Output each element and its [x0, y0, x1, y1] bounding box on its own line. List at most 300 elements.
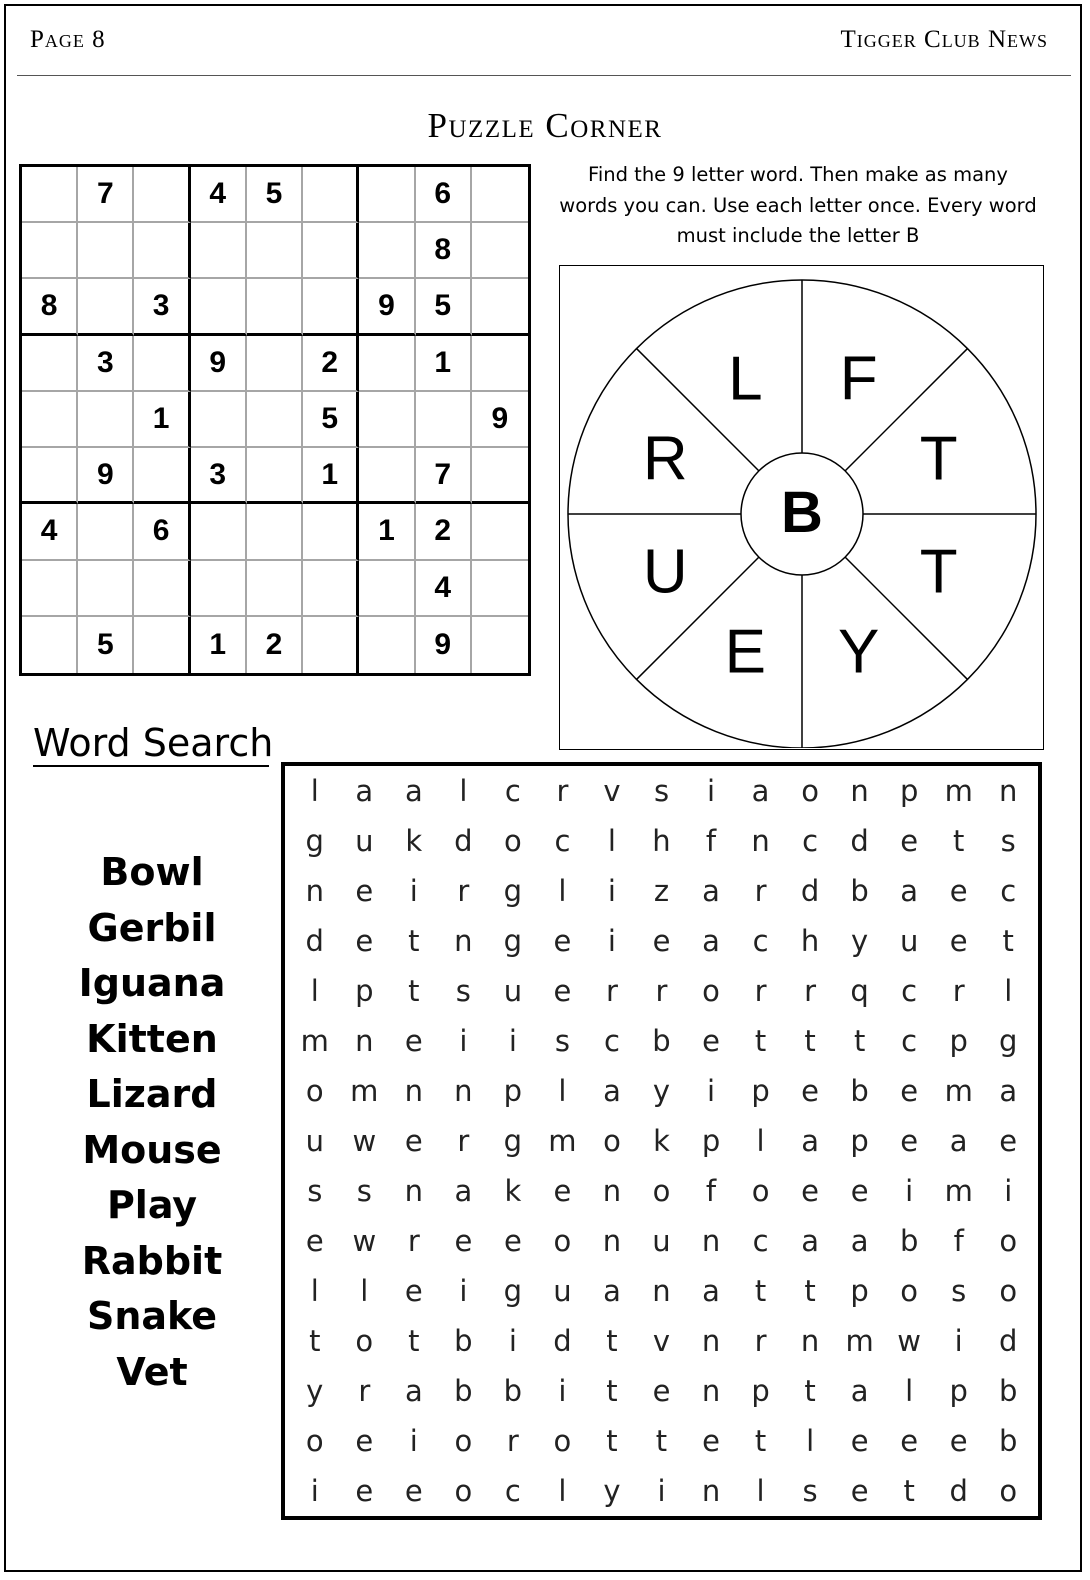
word-search-letter: y — [306, 1374, 324, 1408]
word-search-letter: m — [548, 1124, 577, 1158]
sudoku-cell — [247, 223, 303, 279]
sudoku-cell — [303, 223, 359, 279]
sudoku-cell — [472, 448, 528, 504]
word-search-letter: r — [407, 1224, 420, 1258]
newsletter-title: Tigger Club News — [840, 26, 1048, 53]
word-search-letter: b — [454, 1324, 473, 1358]
word-search-letter: t — [953, 824, 965, 858]
word-search-letter: e — [900, 1424, 919, 1458]
word-search-title: Word Search — [33, 721, 274, 765]
word-search-letter: i — [657, 1474, 666, 1508]
word-search-letter: s — [455, 974, 471, 1008]
word-search-letter: r — [754, 874, 767, 908]
word-search-letter: e — [949, 874, 968, 908]
word-search-letter: f — [705, 1174, 717, 1208]
word-search-letter: s — [951, 1274, 967, 1308]
sudoku-cell — [303, 617, 359, 673]
word-search-letter: e — [355, 1474, 374, 1508]
word-search-letter: e — [999, 1124, 1018, 1158]
word-search-letter: e — [801, 1074, 820, 1108]
page-number: Page 8 — [30, 26, 106, 53]
word-search-letter: a — [850, 1374, 869, 1408]
word-list-item: Snake — [86, 1294, 218, 1338]
word-search-letter: d — [454, 824, 473, 858]
sudoku-cell: 6 — [134, 504, 190, 560]
word-search-letter: i — [508, 1024, 517, 1058]
word-search-letter: p — [899, 774, 919, 808]
word-search-letter: e — [355, 1424, 374, 1458]
word-list-item: Lizard — [86, 1072, 218, 1116]
word-search-letter: a — [702, 874, 720, 908]
wheel-center-letter: B — [781, 480, 823, 545]
word-list-item: Bowl — [100, 850, 204, 894]
word-search-letter: c — [1000, 874, 1017, 908]
word-search-letter: e — [553, 974, 572, 1008]
word-search-letter: u — [899, 924, 919, 958]
wheel-letter: U — [642, 537, 688, 607]
word-search-letter: e — [503, 1224, 522, 1258]
word-search-letter: a — [454, 1174, 473, 1208]
word-search-letter: u — [503, 974, 523, 1008]
word-search-letter: t — [606, 1374, 618, 1408]
word-search-letter: g — [503, 1124, 523, 1158]
word-search-letter: l — [360, 1274, 369, 1308]
word-search-letter: o — [999, 1474, 1018, 1508]
word-search-letter: o — [801, 774, 819, 808]
word-search-letter: b — [652, 1024, 671, 1058]
sudoku-cell — [359, 561, 415, 617]
sudoku-cell — [22, 392, 78, 448]
word-search-letter: a — [801, 1224, 819, 1258]
word-search-letter: o — [553, 1224, 572, 1258]
word-search-title-underline — [33, 765, 269, 767]
word-search-letter: n — [602, 1174, 622, 1208]
sudoku-cell: 5 — [247, 167, 303, 223]
word-search-letter: g — [503, 874, 523, 908]
word-search-letter: b — [899, 1224, 919, 1258]
word-search-letter: t — [754, 1024, 767, 1058]
word-search-letter: g — [305, 824, 324, 858]
word-search-letter: e — [404, 1474, 423, 1508]
sudoku-cell — [303, 279, 359, 335]
sudoku-cell — [78, 504, 134, 560]
sudoku-cell — [303, 504, 359, 560]
word-search-letter: y — [603, 1474, 621, 1508]
header-divider — [17, 75, 1071, 76]
word-search-letter: e — [305, 1224, 324, 1258]
sudoku-cell: 3 — [78, 336, 134, 392]
word-search-letter: f — [705, 824, 717, 858]
sudoku-cell: 8 — [416, 223, 472, 279]
word-search-letter: k — [405, 824, 423, 858]
word-search-letter: e — [404, 1274, 423, 1308]
sudoku-cell — [472, 167, 528, 223]
word-search-letter: o — [305, 1074, 324, 1108]
word-search-letter: b — [850, 1074, 869, 1108]
sudoku-cell — [22, 561, 78, 617]
word-search-letter: b — [454, 1374, 473, 1408]
sudoku-cell: 9 — [191, 336, 247, 392]
word-search-letter: c — [504, 1474, 521, 1508]
word-search-letter: t — [606, 1424, 618, 1458]
word-search-letter: a — [999, 1074, 1018, 1108]
word-search-letter: e — [652, 924, 671, 958]
word-search-letter: t — [606, 1324, 618, 1358]
sudoku-cell — [247, 392, 303, 448]
instruction-line: words you can. Use each letter once. Every word — [559, 193, 1037, 217]
word-search-letter: n — [701, 1324, 721, 1358]
word-search-letter: t — [804, 1024, 816, 1058]
word-search-letter: e — [949, 924, 968, 958]
word-list-item: Gerbil — [87, 905, 217, 950]
word-search-letter: l — [806, 1424, 815, 1458]
word-search-letter: e — [801, 1174, 820, 1208]
sudoku-cell: 9 — [359, 279, 415, 335]
word-search-letter: a — [702, 1274, 720, 1308]
word-search-letter: v — [652, 1324, 671, 1358]
word-search-letter: t — [903, 1474, 915, 1508]
word-search-letter: l — [1004, 974, 1013, 1008]
wheel-letter: L — [728, 344, 763, 414]
sudoku-cell — [134, 167, 190, 223]
sudoku-cell — [191, 279, 247, 335]
word-search-letter: e — [900, 1124, 919, 1158]
word-search-letter: n — [701, 1224, 721, 1258]
word-search-letter: o — [305, 1424, 324, 1458]
sudoku-cell: 6 — [416, 167, 472, 223]
word-search-letter: b — [850, 874, 869, 908]
word-search-letter: m — [944, 1074, 973, 1108]
word-list-item: Kitten — [86, 1016, 218, 1061]
word-search-letter: p — [850, 1274, 869, 1308]
word-search-letter: e — [404, 1024, 423, 1058]
word-search-letter: c — [752, 924, 769, 958]
word-search-letter: i — [707, 774, 716, 808]
sudoku-cell — [191, 392, 247, 448]
word-search-letter: n — [305, 874, 324, 908]
word-search-letter: s — [554, 1024, 570, 1058]
sudoku-grid — [19, 164, 531, 676]
word-search-letter: d — [305, 924, 324, 958]
word-search-letter: o — [355, 1324, 374, 1358]
word-search-letter: i — [954, 1324, 963, 1358]
sudoku-cell: 4 — [191, 167, 247, 223]
sudoku-cell — [78, 279, 134, 335]
word-search-letter: f — [953, 1224, 964, 1258]
word-search-letter: p — [850, 1124, 869, 1158]
sudoku-cell — [191, 504, 247, 560]
sudoku-cell: 9 — [78, 448, 134, 504]
word-list-item: Mouse — [82, 1127, 222, 1172]
wheel-letter: E — [724, 617, 767, 687]
sudoku-cell: 2 — [247, 617, 303, 673]
word-search-letter: l — [607, 824, 616, 858]
word-search-letter: l — [756, 1124, 765, 1158]
word-search-letter: o — [652, 1174, 671, 1208]
word-search-letter: m — [944, 1174, 973, 1208]
sudoku-cell: 4 — [416, 561, 472, 617]
word-search-letter: p — [701, 1124, 721, 1158]
sudoku-cell: 1 — [303, 448, 359, 504]
word-search-letter: n — [999, 774, 1018, 808]
word-search-letter: u — [355, 824, 374, 858]
word-search-letter: o — [454, 1424, 473, 1458]
word-search-letter: r — [754, 1324, 767, 1358]
word-search-letter: p — [503, 1074, 523, 1108]
sudoku-cell: 7 — [78, 167, 134, 223]
word-search-letter: o — [999, 1224, 1018, 1258]
sudoku-cell — [247, 561, 303, 617]
sudoku-cell — [359, 336, 415, 392]
word-search-letter: t — [853, 1024, 866, 1058]
word-search-letter: i — [508, 1324, 517, 1358]
word-search-letter: b — [503, 1374, 523, 1408]
sudoku-cell — [22, 167, 78, 223]
word-search-letter: p — [751, 1074, 770, 1108]
sudoku-cell — [22, 448, 78, 504]
word-search-letter: n — [800, 1324, 820, 1358]
word-search-letter: e — [850, 1424, 869, 1458]
word-search-letter: a — [355, 774, 374, 808]
word-search-letter: e — [355, 924, 374, 958]
sudoku-cell — [191, 223, 247, 279]
word-search-letter: a — [603, 1074, 621, 1108]
wheel-letter: T — [919, 424, 958, 494]
word-list-item: Vet — [116, 1349, 188, 1394]
word-search-letter: l — [558, 874, 567, 908]
word-search-letter: d — [850, 824, 869, 858]
word-search-letter: r — [358, 1374, 371, 1408]
sudoku-cell — [359, 617, 415, 673]
word-search-letter: y — [652, 1074, 671, 1108]
wheel-letter: R — [642, 424, 688, 494]
word-search-letter: e — [850, 1474, 869, 1508]
word-search-letter: i — [1004, 1174, 1013, 1208]
sudoku-cell: 1 — [416, 336, 472, 392]
word-search-letter: o — [504, 824, 522, 858]
sudoku-cell: 9 — [472, 392, 528, 448]
word-search-letter: h — [652, 824, 671, 858]
sudoku-cell — [134, 448, 190, 504]
sudoku-cell: 7 — [416, 448, 472, 504]
sudoku-cell: 9 — [416, 617, 472, 673]
word-search-letter: r — [804, 974, 817, 1008]
word-search-letter: a — [603, 1274, 621, 1308]
sudoku-cell: 5 — [416, 279, 472, 335]
word-search-letter: n — [355, 1024, 374, 1058]
word-search-letter: n — [454, 1074, 473, 1108]
word-search-letter: k — [504, 1174, 522, 1208]
sudoku-cell — [359, 167, 415, 223]
word-search-letter: i — [905, 1174, 914, 1208]
word-search-letter: s — [307, 1174, 323, 1208]
word-search-letter: e — [702, 1424, 720, 1458]
word-search-letter: q — [850, 974, 869, 1008]
word-search-letter: p — [949, 1374, 968, 1408]
word-search-letter: g — [503, 1274, 523, 1308]
wheel-letter: T — [919, 537, 958, 607]
word-search-letter: o — [553, 1424, 572, 1458]
wheel-letter: Y — [837, 617, 880, 687]
sudoku-cell — [303, 561, 359, 617]
word-search-letter: o — [702, 974, 720, 1008]
word-search-letter: i — [459, 1274, 468, 1308]
word-search-letter: t — [804, 1274, 816, 1308]
sudoku-cell — [134, 617, 190, 673]
word-search-letter: n — [751, 824, 770, 858]
word-search-letter: s — [653, 774, 670, 808]
word-wheel-instructions — [548, 160, 1048, 252]
word-search-letter: r — [952, 974, 965, 1008]
word-search-letter: r — [655, 974, 668, 1008]
sudoku-cell — [303, 167, 359, 223]
word-search-letter: a — [850, 1224, 869, 1258]
word-search-letter: l — [310, 974, 319, 1008]
word-search-letter: b — [999, 1374, 1018, 1408]
word-search-letter: t — [655, 1424, 668, 1458]
word-search-letter: l — [310, 774, 319, 808]
word-search-letter: i — [459, 1024, 468, 1058]
sudoku-cell: 2 — [416, 504, 472, 560]
sudoku-cell — [416, 392, 472, 448]
word-search-letter: a — [751, 774, 770, 808]
word-search-letter: t — [309, 1324, 321, 1358]
sudoku-cell — [472, 561, 528, 617]
word-search-letter: c — [554, 824, 571, 858]
word-search-letter: m — [350, 1074, 379, 1108]
word-search-letter: b — [999, 1424, 1018, 1458]
word-search-letter: u — [652, 1224, 671, 1258]
sudoku-cell: 1 — [134, 392, 190, 448]
instruction-line: Find the 9 letter word. Then make as many — [588, 163, 1008, 186]
sudoku-cell — [134, 223, 190, 279]
word-search-letter: n — [602, 1224, 622, 1258]
sudoku-cell — [472, 223, 528, 279]
word-search-letter: p — [751, 1374, 770, 1408]
word-search-letter: u — [553, 1274, 572, 1308]
word-search-letter: r — [457, 1124, 470, 1158]
word-search-letter: n — [850, 774, 869, 808]
word-search-letter: i — [707, 1074, 716, 1108]
word-search-letter: r — [556, 774, 569, 808]
word-search-letter: c — [752, 1224, 769, 1258]
word-search-letter: i — [558, 1374, 567, 1408]
sudoku-cell — [472, 336, 528, 392]
sudoku-cell — [22, 223, 78, 279]
word-search-letter: m — [845, 1324, 874, 1358]
word-search-letter: p — [949, 1024, 968, 1058]
word-search-letter: i — [409, 1424, 418, 1458]
word-search-letter: e — [702, 1024, 720, 1058]
section-title: Puzzle Corner — [427, 106, 663, 145]
word-search-letter: t — [408, 1324, 420, 1358]
word-search-letter: l — [310, 1274, 319, 1308]
word-search-letter: e — [850, 1174, 869, 1208]
word-search-letter: m — [300, 1024, 329, 1058]
word-search-letter: l — [558, 1474, 567, 1508]
word-search-letter: w — [352, 1124, 377, 1158]
word-search-letter: p — [355, 974, 374, 1008]
word-search-letter: g — [503, 924, 523, 958]
word-search-letter: r — [506, 1424, 519, 1458]
sudoku-cell — [134, 561, 190, 617]
word-search-letter: s — [356, 1174, 372, 1208]
word-search-letter: t — [1002, 924, 1014, 958]
word-search-letter: y — [851, 924, 869, 958]
sudoku-cell: 1 — [191, 617, 247, 673]
word-search-letter: n — [404, 1074, 424, 1108]
word-search-letter: h — [800, 924, 820, 958]
word-search-letter: z — [653, 874, 670, 908]
word-search-letter: c — [603, 1024, 620, 1058]
word-search-letter: e — [404, 1124, 423, 1158]
word-search-letter: e — [553, 924, 572, 958]
word-search-letter: e — [553, 1174, 572, 1208]
word-search-letter: l — [459, 774, 468, 808]
sudoku-cell — [247, 448, 303, 504]
sudoku-cell — [247, 504, 303, 560]
sudoku-cell — [247, 279, 303, 335]
word-search-letter: l — [756, 1474, 765, 1508]
sudoku-cell: 4 — [22, 504, 78, 560]
sudoku-cell — [247, 336, 303, 392]
word-search-letter: d — [999, 1324, 1018, 1358]
word-search-letter: o — [751, 1174, 770, 1208]
sudoku-cell: 8 — [22, 279, 78, 335]
word-search-letter: t — [408, 924, 420, 958]
word-search-letter: e — [900, 1074, 919, 1108]
word-wheel-box — [559, 265, 1044, 750]
word-search-letter: o — [900, 1274, 919, 1308]
word-search-letter: c — [504, 774, 521, 808]
word-search-letter: e — [900, 824, 919, 858]
word-search-letter: o — [603, 1124, 621, 1158]
word-search-letter: d — [949, 1474, 968, 1508]
sudoku-cell: 3 — [191, 448, 247, 504]
word-search-letter: u — [305, 1124, 324, 1158]
word-list — [32, 848, 272, 1403]
word-search-letter: k — [653, 1124, 670, 1158]
sudoku-cell — [359, 448, 415, 504]
sudoku-cell — [191, 561, 247, 617]
word-search-letter: t — [408, 974, 420, 1008]
word-search-grid — [281, 762, 1042, 1520]
sudoku-cell: 2 — [303, 336, 359, 392]
word-search-letter: w — [352, 1224, 377, 1258]
wheel-letter: F — [839, 344, 878, 414]
word-search-letter: r — [457, 874, 470, 908]
word-search-letter: a — [949, 1124, 968, 1158]
word-search-letter: i — [310, 1474, 319, 1508]
word-search-letter: n — [701, 1474, 721, 1508]
word-search-letter: n — [454, 924, 473, 958]
word-search-letter: d — [800, 874, 820, 908]
word-search-letter: r — [754, 974, 767, 1008]
sudoku-cell — [78, 561, 134, 617]
word-search-letter: r — [605, 974, 618, 1008]
sudoku-cell: 5 — [303, 392, 359, 448]
word-search-letter: a — [801, 1124, 819, 1158]
word-search-letter: v — [603, 774, 621, 808]
sudoku-cell — [22, 336, 78, 392]
word-search-letter: t — [754, 1274, 767, 1308]
word-search-letter: s — [1000, 824, 1016, 858]
sudoku-cell — [78, 223, 134, 279]
word-search-letter: t — [754, 1424, 767, 1458]
sudoku-cell: 5 — [78, 617, 134, 673]
word-list-item: Play — [106, 1183, 198, 1227]
sudoku-cell — [22, 617, 78, 673]
